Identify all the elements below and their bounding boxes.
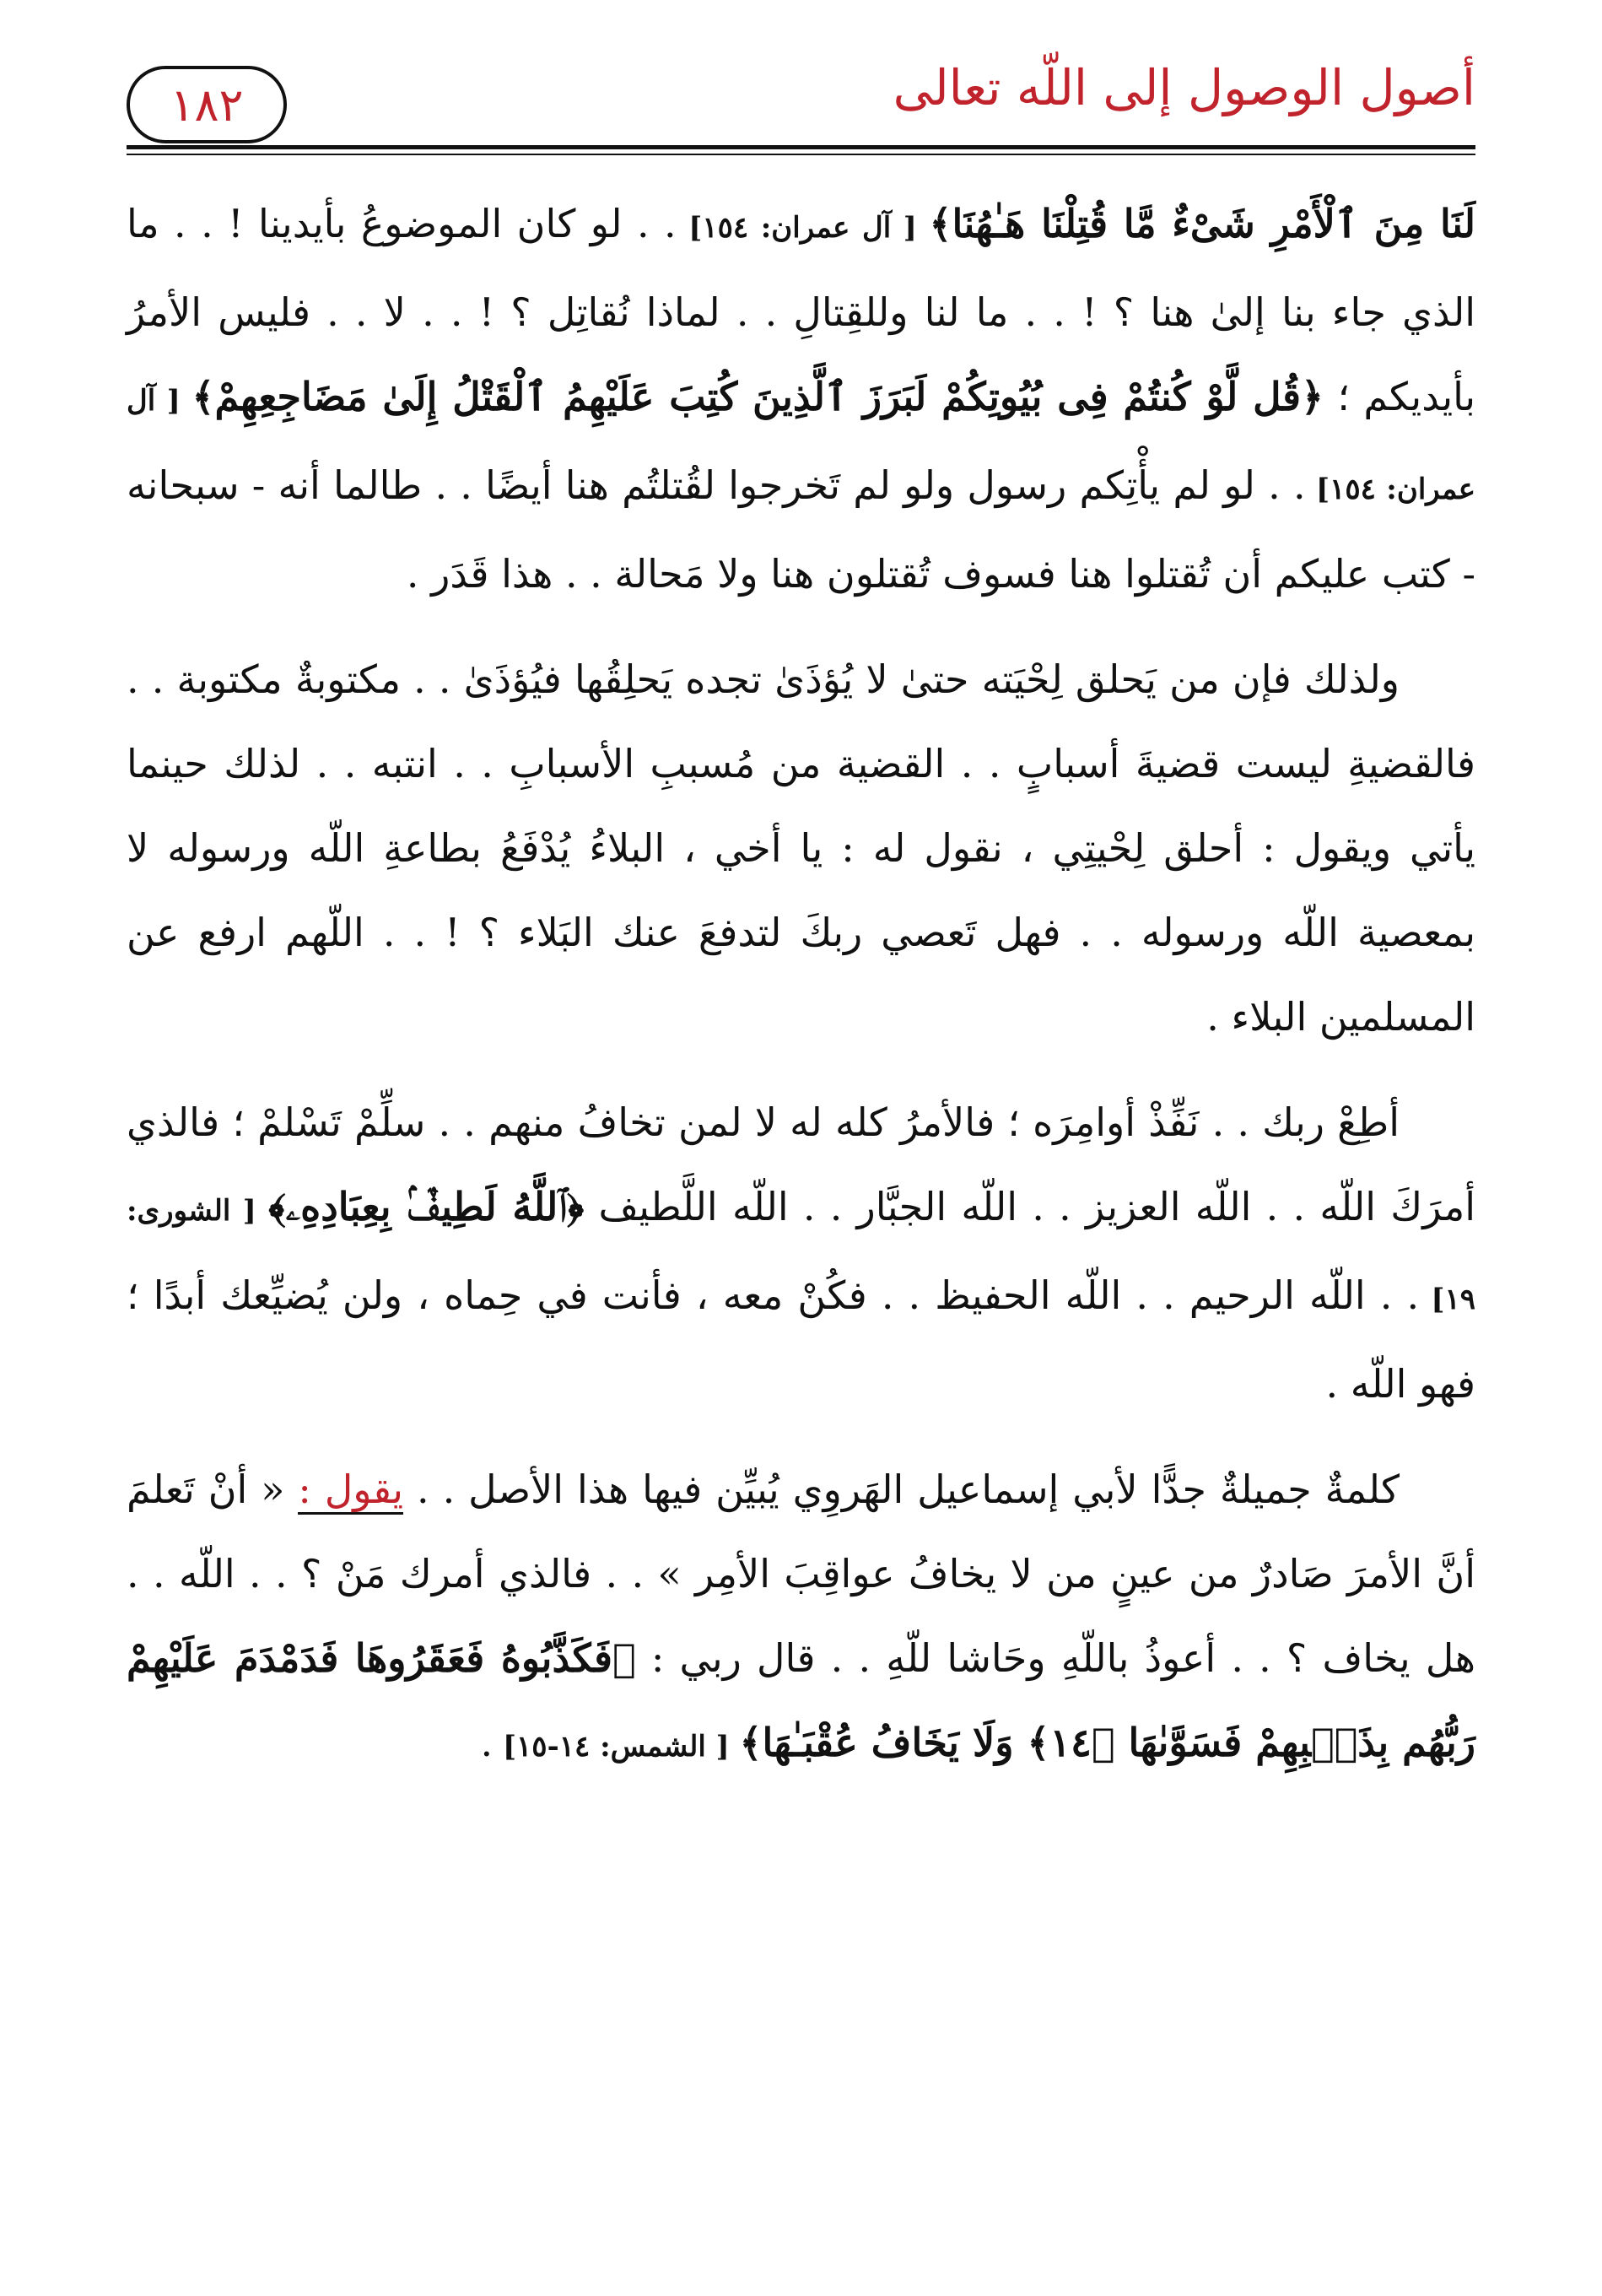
verse-reference: [ آل عمران: ١٥٤]	[676, 211, 930, 245]
page-number: ١٨٢	[127, 66, 287, 143]
book-title: أصول الوصول إلى اللّه تعالى	[893, 59, 1475, 116]
body-text: .	[480, 1720, 494, 1765]
body-text: . . لو لم يأْتِكم رسول ولو لم تَخرجوا لقُتلتُم هنا أيضًا . . طالما أنه - سبحانه - كتب عليكم أن تُقتلوا هنا فسوف تُقتلون هنا ولا مَحالة . . هذا قَدَر .	[127, 462, 1475, 597]
quran-verse: لَنَا مِنَ ٱلْأَمْرِ شَىْءٌ مَّا قُتِلْنَا هَـٰهُنَا﴾	[929, 201, 1475, 246]
quran-verse: ﴿قُل لَّوْ كُنتُمْ فِى بُيُوتِكُمْ لَبَرَزَ ٱلَّذِينَ كُتِبَ عَلَيْهِمُ ٱلْقَتْلُ إِلَىٰ مَضَاجِعِهِمْ﴾	[191, 374, 1324, 419]
paragraph	[127, 1080, 1475, 1426]
body-text: « أنْ تَعلمَ أنَّ الأمرَ صَادرٌ من عينٍ من لا يخافُ عواقِبَ الأمِر » . . فالذي أمرك مَنْ ؟ . . اللّه . . هل يخاف ؟ . . أعوذُ باللّهِ وحَاشا للّهِ . . قال ربي :	[127, 1467, 1476, 1681]
paragraph	[127, 1447, 1475, 1789]
body-text: كلمةٌ جميلةٌ جدًّا لأبي إسماعيل الهَروِي يُبيِّن فيها هذا الأصل . .	[403, 1467, 1400, 1512]
body-text: . . اللّه الرحيم . . اللّه الحفيظ . . فكُنْ معه ، فأنت في حِماه ، ولن يُضيِّعك أبدًا ؛ فهو اللّه .	[127, 1272, 1475, 1407]
paragraph	[127, 181, 1475, 616]
page-header	[127, 51, 1475, 152]
verse-reference: [ آل عمران: ١٥٤]	[127, 384, 1475, 506]
header-divider	[127, 145, 1475, 155]
body-text: أطِعْ ربك . . نَفِّذْ أوامِرَه ؛ فالأمرُ كله له لا لمن تخافُ منهم . . سلِّمْ تَسْلمْ ؛ فالذي أمرَكَ اللّه . . اللّه العزيز . . اللّه الجبَّار . . اللّه اللَّطيف	[127, 1099, 1476, 1229]
quran-verse: ﴿فَكَذَّبُوهُ فَعَقَرُوهَا فَدَمْدَمَ عَلَيْهِمْ رَبُّهُم بِذَنۢبِهِمْ فَسَوَّىٰهَا ﴿١٤﴾ وَلَا يَخَافُ عُقْبَـٰهَا﴾	[127, 1635, 1475, 1765]
speaker-label: يقول :	[298, 1467, 403, 1515]
verse-reference: [ الشورى: ١٩]	[127, 1194, 1475, 1316]
paragraph	[127, 637, 1475, 1059]
quran-verse: ﴿ٱللَّهُ لَطِيفٌۢ بِعِبَادِهِۦ﴾	[268, 1184, 585, 1229]
verse-reference: [ الشمس: ١٤-١٥]	[493, 1730, 740, 1764]
body-text: . . لو كان الموضوعُ بأيدينا ! . . ما الذي جاء بنا إلىٰ هنا ؟ ! . . ما لنا وللقِتالِ . . لماذا نُقاتِل ؟ ! . . لا . . فليس الأمرُ بأيديكم ؛	[127, 201, 1475, 419]
body-text: ولذلك فإن من يَحلق لِحْيَته حتىٰ لا يُؤذَىٰ تجده يَحلِقُها فيُؤذَىٰ . . مكتوبةٌ مكتوبة . . فالقضيةِ ليست قضيةَ أسبابٍ . . القضية من مُسببِ الأسبابِ . . انتبه . . لذلك حينما يأتي ويقول : أحلق لِحْيتِي ، نقول له : يا أخي ، البلاءُ يُدْفَعُ بطاعةِ اللّه ورسوله لا بمعصية اللّه ورسوله . . فهل تَعصي ربكَ لتدفعَ عنك البَلاء ؟ ! . . اللّهم ارفع عن المسلمين البلاء .	[127, 656, 1475, 1040]
page-body	[127, 181, 1475, 1810]
